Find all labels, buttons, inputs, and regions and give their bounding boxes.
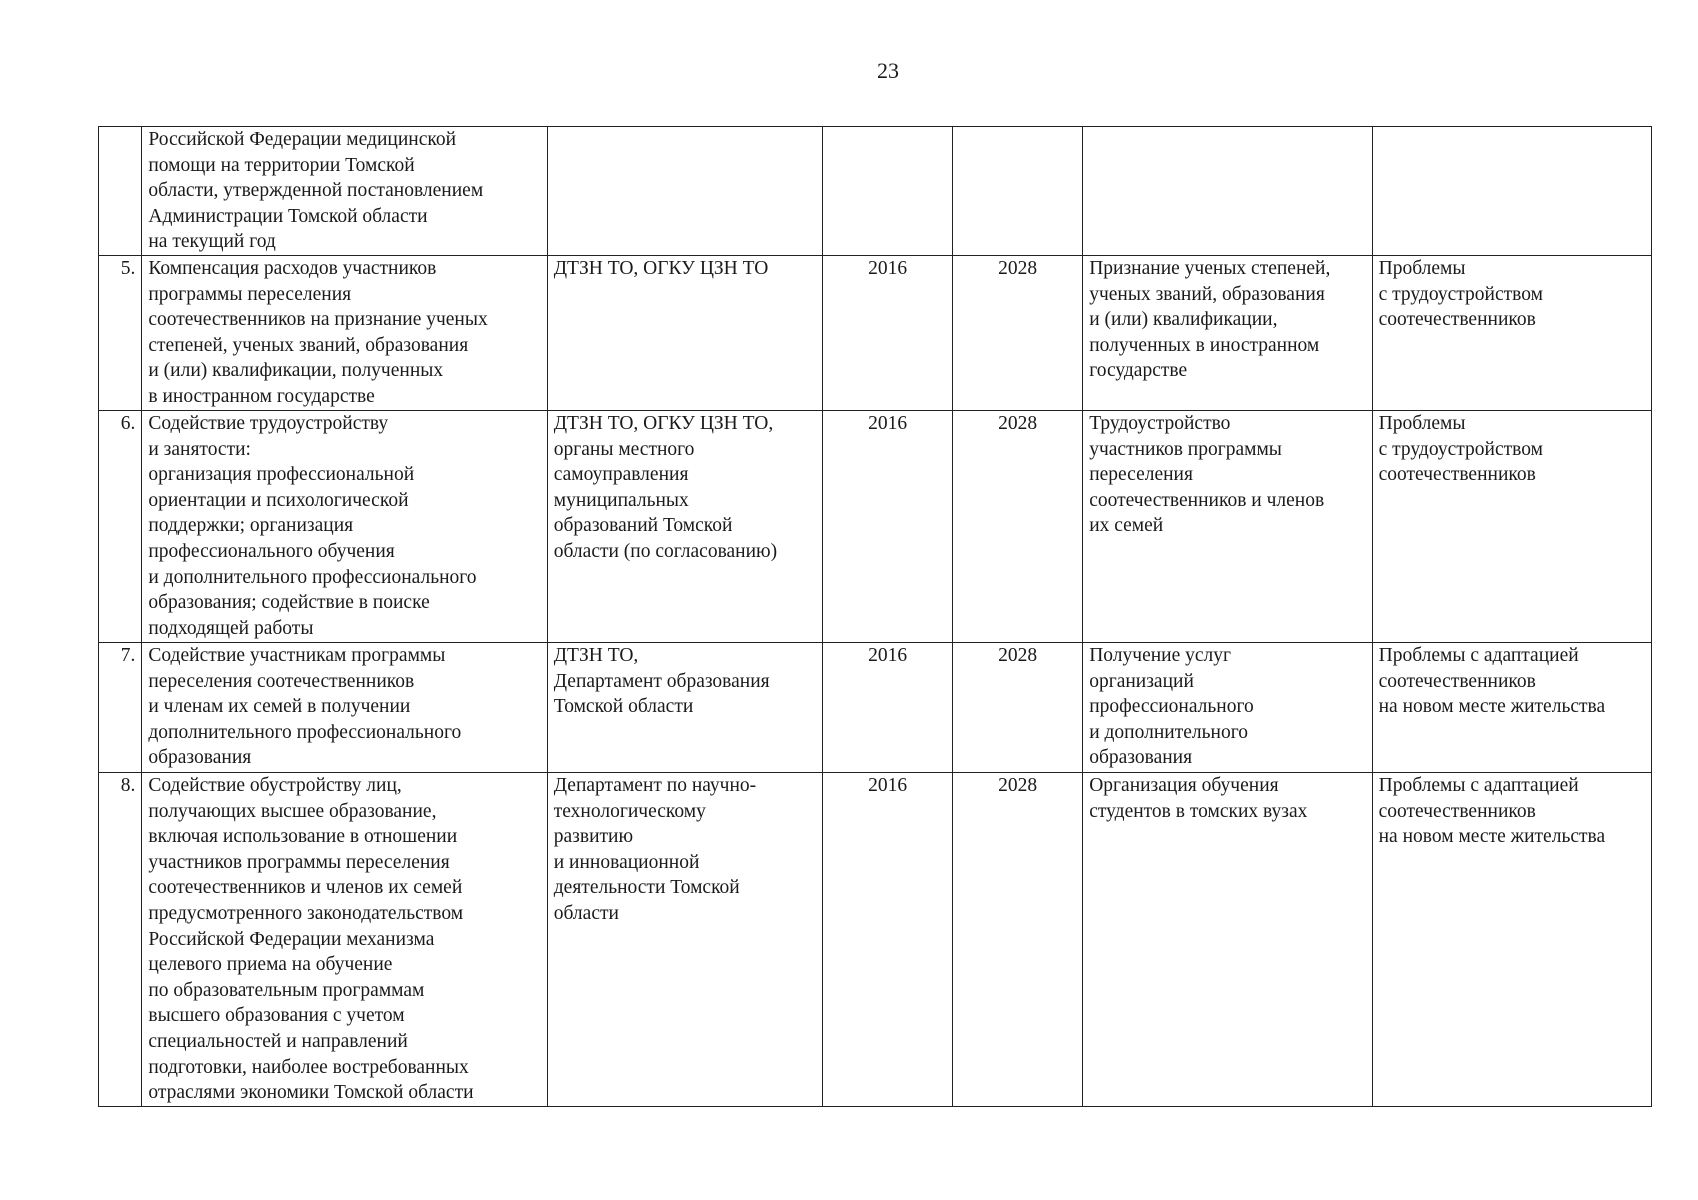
end-year-cell bbox=[953, 127, 1083, 256]
end-year-cell: 2028 bbox=[953, 256, 1083, 411]
result-cell: Организация обучения студентов в томских вузах bbox=[1083, 773, 1372, 1107]
start-year-cell: 2016 bbox=[823, 643, 953, 773]
start-year-cell: 2016 bbox=[823, 773, 953, 1107]
risk-cell: Проблемы с адаптацией соотечественников на новом месте жительства bbox=[1372, 643, 1651, 773]
row-number: 8. bbox=[99, 773, 142, 1107]
result-cell: Признание ученых степеней, ученых званий, образования и (или) квалификации, полученных в иностранном государстве bbox=[1083, 256, 1372, 411]
table-row bbox=[99, 127, 1652, 256]
start-year-cell bbox=[823, 127, 953, 256]
row-number: 7. bbox=[99, 643, 142, 773]
executors-cell: ДТЗН ТО, Департамент образования Томской области bbox=[547, 643, 822, 773]
measure-cell: Российской Федерации медицинской помощи на территории Томской области, утвержденной постановлением Администрации Томской области на текущий год bbox=[142, 127, 547, 256]
result-cell bbox=[1083, 127, 1372, 256]
row-number: 6. bbox=[99, 411, 142, 643]
executors-cell bbox=[547, 127, 822, 256]
result-cell: Получение услуг организаций профессионального и дополнительного образования bbox=[1083, 643, 1372, 773]
measure-cell: Содействие трудоустройству и занятости: организация профессиональной ориентации и психологической поддержки; организация профессионального обучения и дополнительного профессионального образования; содействие в поиске подходящей работы bbox=[142, 411, 547, 643]
start-year-cell: 2016 bbox=[823, 411, 953, 643]
measure-cell: Содействие обустройству лиц, получающих высшее образование, включая использование в отношении участников программы переселения соотечественников и членов их семей предусмотренного законодательством Российской Федерации механизма целевого приема на обучение по образовательным программам высшего образования с учетом специальностей и направлений подготовки, наиболее востребованных отраслями экономики Томской области bbox=[142, 773, 547, 1107]
executors-cell: ДТЗН ТО, ОГКУ ЦЗН ТО bbox=[547, 256, 822, 411]
risk-cell: Проблемы с трудоустройством соотечественников bbox=[1372, 256, 1651, 411]
risk-cell: Проблемы с трудоустройством соотечественников bbox=[1372, 411, 1651, 643]
table-row bbox=[99, 643, 1652, 773]
end-year-cell: 2028 bbox=[953, 643, 1083, 773]
end-year-cell: 2028 bbox=[953, 773, 1083, 1107]
row-number: 5. bbox=[99, 256, 142, 411]
row-number bbox=[99, 127, 142, 256]
measure-cell: Содействие участникам программы переселения соотечественников и членам их семей в получении дополнительного профессионального образования bbox=[142, 643, 547, 773]
result-cell: Трудоустройство участников программы переселения соотечественников и членов их семей bbox=[1083, 411, 1372, 643]
table-row bbox=[99, 411, 1652, 643]
page-number: 23 bbox=[877, 58, 899, 83]
start-year-cell: 2016 bbox=[823, 256, 953, 411]
end-year-cell: 2028 bbox=[953, 411, 1083, 643]
table-row bbox=[99, 773, 1652, 1107]
measure-cell: Компенсация расходов участников программы переселения соотечественников на признание ученых степеней, ученых званий, образования и (или) квалификации, полученных в иностранном государстве bbox=[142, 256, 547, 411]
table-row bbox=[99, 256, 1652, 411]
risk-cell: Проблемы с адаптацией соотечественников на новом месте жительства bbox=[1372, 773, 1651, 1107]
measures-table bbox=[98, 126, 1652, 1107]
executors-cell: Департамент по научно- технологическому развитию и инновационной деятельности Томской области bbox=[547, 773, 822, 1107]
risk-cell bbox=[1372, 127, 1651, 256]
executors-cell: ДТЗН ТО, ОГКУ ЦЗН ТО, органы местного самоуправления муниципальных образований Томской области (по согласованию) bbox=[547, 411, 822, 643]
